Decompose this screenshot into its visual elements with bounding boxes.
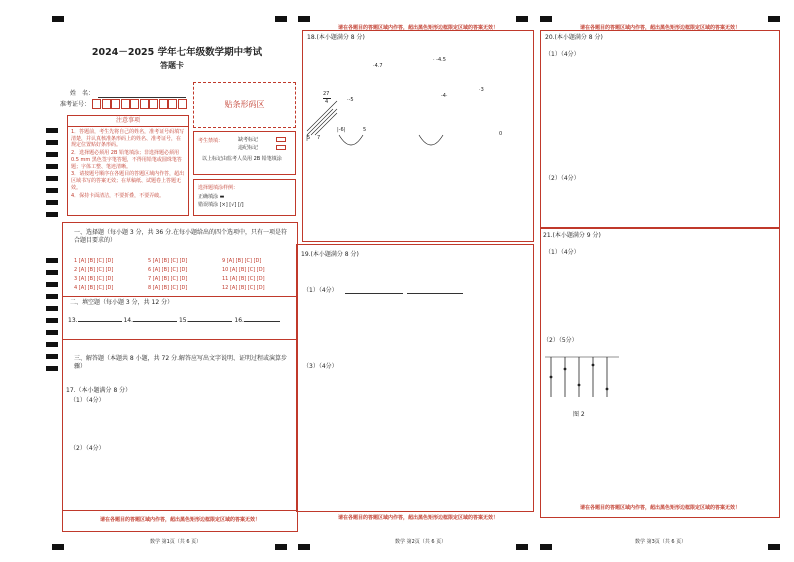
timing-mark xyxy=(46,188,58,193)
choice-row[interactable]: 5 [A] [B] [C] [D] xyxy=(148,258,188,264)
q20-part1: （1）（4分） xyxy=(545,51,580,58)
timing-mark xyxy=(46,330,58,335)
timing-mark xyxy=(46,306,58,311)
timing-mark xyxy=(46,200,58,205)
corner-mark xyxy=(52,16,64,22)
ticket-boxes[interactable] xyxy=(92,99,187,109)
q21-figure-caption: 图 2 xyxy=(573,411,585,418)
q18-box xyxy=(302,30,534,242)
q18-point: -4· xyxy=(441,93,448,99)
corner-mark xyxy=(52,544,64,550)
barcode-label: 贴条形码区 xyxy=(224,100,265,109)
choice-row[interactable]: 3 [A] [B] [C] [D] xyxy=(74,276,114,282)
timing-mark xyxy=(46,176,58,181)
choice-row[interactable]: 4 [A] [B] [C] [D] xyxy=(74,285,114,291)
choice-row[interactable]: 1 [A] [B] [C] [D] xyxy=(74,258,114,264)
blank-13: 13. xyxy=(68,317,78,324)
corner-mark xyxy=(516,544,528,550)
q19-answer-line[interactable] xyxy=(407,293,463,294)
q18-bottom-label: |-6| xyxy=(337,127,346,133)
q19-title: 19.(本小题满分 8 分) xyxy=(301,251,359,258)
timing-mark xyxy=(46,354,58,359)
boundary-warning: 请在各题目的答题区域内作答，超出黑色矩形边框限定区域的答案无效！ xyxy=(579,505,740,511)
timing-mark xyxy=(46,366,58,371)
boundary-warning: 请在各题目的答题区域内作答，超出黑色矩形边框限定区域的答案无效！ xyxy=(337,25,498,31)
notes-title: 注意事项 xyxy=(68,116,188,127)
timing-mark xyxy=(46,282,58,287)
q17-title: 17.（本小题满分 8 分） xyxy=(66,387,132,394)
q18-bottom-label: 5 xyxy=(307,135,311,141)
q20-title: 20.(本小题满分 8 分) xyxy=(545,34,603,41)
corner-mark xyxy=(768,16,780,22)
q21-box xyxy=(540,228,780,518)
notes-item: 1．答题前，考生先将自己的姓名，准考证号码填写清楚，并认真核准条形码上的姓名、准考证号，在规定位置贴好条形码。 xyxy=(71,128,185,149)
q18-bottom-label: 5 xyxy=(363,127,367,133)
divider xyxy=(62,339,298,340)
fill-example-box xyxy=(193,179,296,216)
absent-checkbox[interactable] xyxy=(276,137,286,142)
corner-mark xyxy=(298,16,310,22)
choice-row[interactable]: 7 [A] [B] [C] [D] xyxy=(148,276,188,282)
violation-label: 违纪标记 xyxy=(238,145,259,151)
q19-part1: （1）（4分） xyxy=(303,287,338,294)
q20-box xyxy=(540,30,780,228)
timing-mark xyxy=(46,270,58,275)
choice-row[interactable]: 11 [A] [B] [C] [D] xyxy=(222,276,265,282)
q19-box xyxy=(296,244,534,512)
corner-mark xyxy=(540,544,552,550)
choice-row[interactable]: 6 [A] [B] [C] [D] xyxy=(148,267,188,273)
exam-marks-label: 考生禁填： xyxy=(198,138,224,144)
divider xyxy=(62,296,298,297)
barcode-area xyxy=(193,82,296,128)
q18-bottom-label: 7 xyxy=(317,135,321,141)
corner-mark xyxy=(540,16,552,22)
choice-grid xyxy=(74,258,274,298)
q19-answer-line[interactable] xyxy=(345,293,403,294)
fill-example-correct: 正确填涂 ▬ xyxy=(198,194,225,200)
boundary-warning: 请在各题目的答题区域内作答，超出黑色矩形边框限定区域的答案无效！ xyxy=(99,517,260,523)
boundary-warning: 请在各题目的答题区域内作答，超出黑色矩形边框限定区域的答案无效！ xyxy=(579,25,740,31)
timing-mark xyxy=(46,164,58,169)
q17-part2: （2）（4分） xyxy=(70,445,105,452)
q21-part1: （1）（4分） xyxy=(545,249,580,256)
fill-example-title: 选择题填涂样例： xyxy=(198,185,239,191)
q18-title: 18.(本小题满分 8 分) xyxy=(307,34,365,41)
exam-marks-note: 以上标记由监考人员用 2B 铅笔填涂 xyxy=(202,156,282,162)
timing-mark xyxy=(46,152,58,157)
exam-subtitle: 答题卡 xyxy=(160,61,184,70)
blank-14: 14. xyxy=(123,317,134,324)
section3-title: 三、解答题（本题共 8 小题，共 72 分.解答应写出文字说明、证明过程或演算步骤） xyxy=(74,355,287,370)
q20-part2: （2）（4分） xyxy=(545,175,580,182)
notes-item: 3．请按题号顺序在各题目的答题区域内作答，超出区域书写的答案无效；在草稿纸、试题卷上答题无效。 xyxy=(71,171,185,191)
q18-point: ·4.7 xyxy=(373,63,383,69)
q18-point: ·3 xyxy=(479,87,484,93)
corner-mark xyxy=(275,16,287,22)
q17-part1: （1）（4分） xyxy=(70,397,105,404)
choice-row[interactable]: 8 [A] [B] [C] [D] xyxy=(148,285,188,291)
absent-label: 缺考标记 xyxy=(238,137,259,143)
timing-mark xyxy=(46,258,58,263)
section2-title: 二、填空题（每小题 3 分，共 12 分） xyxy=(70,299,174,306)
notes-box xyxy=(67,115,189,216)
section1-title: 一、选择题（每小题 3 分，共 36 分.在每小题给出的四个选项中，只有一项是符合题目要求的） xyxy=(74,229,287,244)
choice-row[interactable]: 9 [A] [B] [C] [D] xyxy=(222,258,262,264)
choice-row[interactable]: 12 [A] [B] [C] [D] xyxy=(222,285,265,291)
notes-item: 4．保持卡面清洁，不要折叠，不要弄破。 xyxy=(71,192,165,199)
timing-mark xyxy=(46,342,58,347)
q18-point: ·-5 xyxy=(347,97,354,103)
q19-part3: （3）（4分） xyxy=(303,363,338,370)
blank-16: 16. xyxy=(234,317,244,324)
page1-warning-strip xyxy=(62,510,298,532)
q21-part2: （2）（5分） xyxy=(543,337,578,344)
q18-frac-den: 4 xyxy=(325,99,329,105)
q21-title: 21.(本小题满分 9 分) xyxy=(543,232,601,239)
timing-mark xyxy=(46,212,58,217)
blank-15: 15. xyxy=(178,317,189,324)
page-footer: 数学 第1页（共 6 页） xyxy=(150,539,202,545)
timing-mark xyxy=(46,140,58,145)
corner-mark xyxy=(298,544,310,550)
corner-mark xyxy=(768,544,780,550)
fill-example-wrong: 错误填涂 [×] [√] [/] xyxy=(198,202,244,208)
timing-mark xyxy=(46,294,58,299)
q18-bottom-label: 0 xyxy=(499,131,503,137)
fill-blank-row[interactable] xyxy=(68,317,280,325)
corner-mark xyxy=(275,544,287,550)
choice-row[interactable]: 2 [A] [B] [C] [D] xyxy=(74,267,114,273)
timing-mark xyxy=(46,318,58,323)
exam-marks-box xyxy=(193,131,296,175)
ticket-label: 准考证号： xyxy=(60,101,91,108)
page-footer: 数学 第3页（共 6 页） xyxy=(635,539,687,545)
page-footer: 数学 第2页（共 6 页） xyxy=(395,539,447,545)
q18-point: · -4.5 xyxy=(433,57,446,63)
boundary-warning: 请在各题目的答题区域内作答，超出黑色矩形边框限定区域的答案无效！ xyxy=(337,515,498,521)
timing-mark xyxy=(46,128,58,133)
violation-checkbox[interactable] xyxy=(276,145,286,150)
notes-item: 2．选择题必须用 2B 铅笔填涂；非选择题必须用 0.5 mm 黑色签字笔答题，不得用铅笔或圆珠笔答题；字体工整、笔迹清晰。 xyxy=(71,150,182,170)
corner-mark xyxy=(516,16,528,22)
exam-title: 2024－2025 学年七年级数学期中考试 xyxy=(91,47,263,58)
q21-figure xyxy=(541,347,631,417)
choice-row[interactable]: 10 [A] [B] [C] [D] xyxy=(222,267,265,273)
name-line xyxy=(98,97,186,98)
name-label: 姓 名： xyxy=(70,90,95,97)
q18-frac-num: 27 xyxy=(323,91,330,97)
